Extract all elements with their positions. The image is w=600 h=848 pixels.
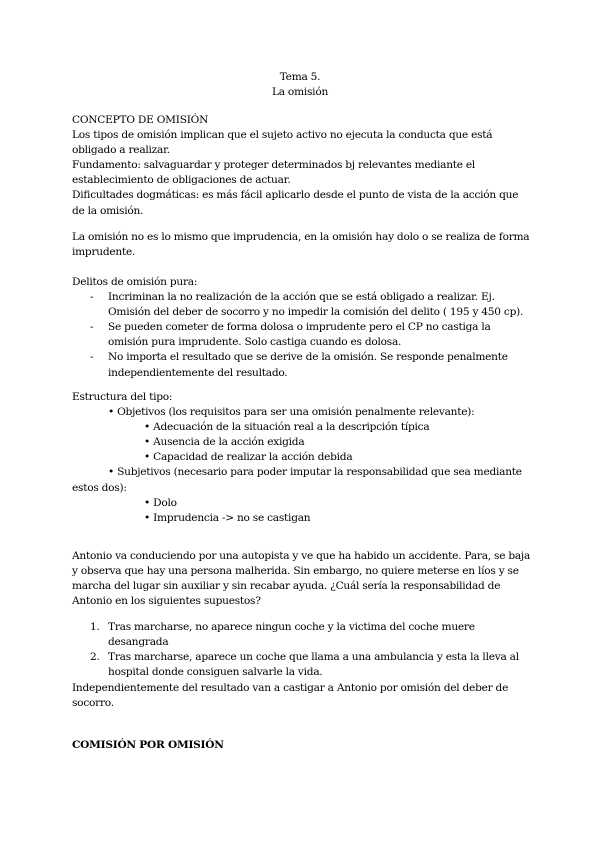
list-item: - Incriminan la no realización de la acción que se está obligado a realizar. Ej. Omisión del deber de socorro y no impedir la comisión del delito ( 195 y 450 cp).	[72, 290, 532, 320]
case-text: Antonio va conduciendo por una autopista y ve que ha habido un accidente. Para, se baja y observa que hay una persona malherida. Sin embargo, no quiere meterse en líos y se marcha del lugar sin auxiliar y sin recabar ayuda. ¿Cuál sería la responsabilidad de Antonio en los siguientes supuestos?	[72, 550, 531, 608]
case-conclusion-text: Independientemente del resultado van a castigar a Antonio por omisión del deber de socorro.	[72, 682, 509, 710]
item-text: Tras marcharse, no aparece ningun coche y la victima del coche muere desangrada	[108, 621, 475, 649]
concept-paragraph-2: Fundamento: salvaguardar y proteger determinados bj relevantes mediante el establecimiento de obligaciones de actuar.	[72, 159, 476, 187]
objective-subitem: • Adecuación de la situación real a la descripción típica	[144, 421, 430, 434]
topic-number: Tema 5.	[279, 71, 321, 83]
list-item	[72, 620, 532, 650]
case-conclusion	[72, 681, 532, 711]
list-item: - Se pueden cometer de forma dolosa o imprudente pero el CP no castiga la omisión pura imprudente. Solo castiga cuando es dolosa.	[72, 320, 532, 350]
concept-heading: CONCEPTO DE OMISIÓN	[72, 114, 209, 126]
item-text: Tras marcharse, aparece un coche que llama a una ambulancia y esta la lleva al hospital donde consiguen salvarle la vida.	[108, 651, 519, 679]
subjective-item: • Subjetivos (necesario para poder imputar la responsabilidad que sea mediante estos dos):	[72, 466, 522, 494]
item-number: 1.	[90, 621, 100, 633]
structure-heading: Estructura del tipo:	[72, 391, 173, 403]
topic-title: La omisión	[271, 86, 329, 99]
concept-paragraph-1: Los tipos de omisión implican que el sujeto activo no ejecuta la conducta que está obligado a realizar.	[72, 129, 493, 157]
list-item	[72, 650, 532, 680]
concept-paragraph-3: Dificultades dogmáticas: es más fácil aplicarlo desde el punto de vista de la acción que de la omisión.	[72, 189, 519, 217]
structure-section	[72, 390, 532, 526]
case-section	[72, 549, 532, 609]
title-block	[0, 70, 600, 100]
next-section-heading: COMISIÓN POR OMISIÓN	[72, 739, 224, 751]
case-questions	[72, 620, 532, 680]
objective-subitem: • Ausencia de la acción exigida	[144, 436, 305, 449]
concept-section	[72, 113, 532, 219]
objective-item: • Objetivos (los requisitos para ser una omisión penalmente relevante):	[108, 406, 475, 419]
pure-omission-section	[72, 275, 532, 381]
pure-omission-list	[72, 290, 532, 381]
case-question-list	[72, 620, 532, 680]
subjective-subitem: • Dolo	[144, 496, 177, 509]
subjective-subitem: • Imprudencia -> no se castigan	[144, 511, 311, 524]
imprudence-note-text: La omisión no es lo mismo que imprudencia, en la omisión hay dolo o se realiza de forma imprudente.	[72, 231, 530, 259]
pure-omission-heading: Delitos de omisión pura:	[72, 276, 198, 288]
item-number: 2.	[90, 651, 100, 664]
section-heading	[72, 738, 532, 753]
objective-subitem: • Capacidad de realizar la acción debida	[144, 451, 353, 464]
imprudence-note	[72, 230, 532, 260]
list-item: - No importa el resultado que se derive de la omisión. Se responde penalmente independientemente del resultado.	[72, 350, 532, 380]
